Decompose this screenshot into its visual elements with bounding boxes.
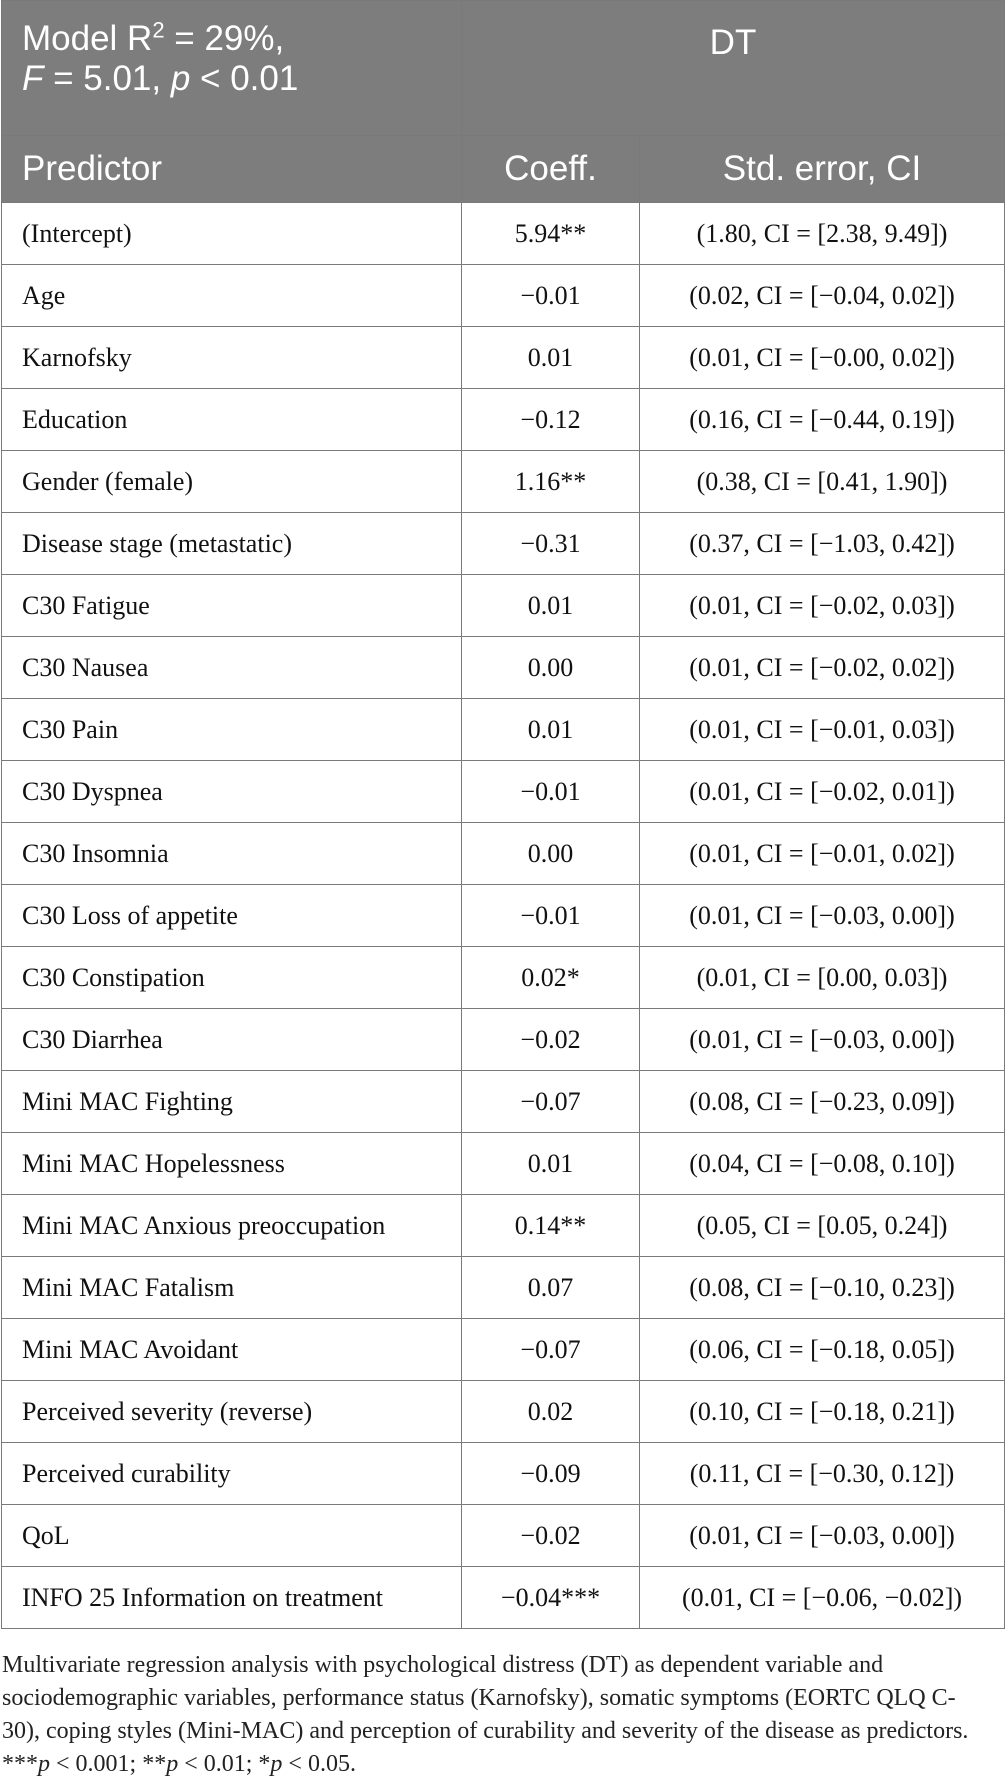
footnote-sig2-value: < 0.01; — [178, 1751, 259, 1777]
table-row — [2, 1257, 1005, 1319]
predictor-cell: C30 Constipation — [2, 947, 462, 1009]
std-error-ci-cell: (0.01, CI = [−0.03, 0.00]) — [640, 1505, 1005, 1567]
table-row — [2, 1443, 1005, 1505]
predictor-cell: INFO 25 Information on treatment — [2, 1567, 462, 1629]
footnote-sig1-stars: *** — [2, 1751, 38, 1777]
model-r2-value: = 29%, — [164, 19, 285, 58]
std-error-ci-cell: (0.08, CI = [−0.23, 0.09]) — [640, 1071, 1005, 1133]
predictor-cell: C30 Pain — [2, 699, 462, 761]
std-error-ci-cell: (0.01, CI = [−0.03, 0.00]) — [640, 1009, 1005, 1071]
footnote-sig3-stars: * — [258, 1751, 271, 1777]
predictor-cell: Mini MAC Fighting — [2, 1071, 462, 1133]
std-error-ci-cell: (0.01, CI = [−0.02, 0.01]) — [640, 761, 1005, 823]
predictor-cell: C30 Insomnia — [2, 823, 462, 885]
predictor-cell: Mini MAC Fatalism — [2, 1257, 462, 1319]
table-row — [2, 885, 1005, 947]
coeff-cell: −0.09 — [462, 1443, 640, 1505]
std-error-ci-cell: (0.16, CI = [−0.44, 0.19]) — [640, 389, 1005, 451]
predictor-cell: (Intercept) — [2, 203, 462, 265]
table-row — [2, 265, 1005, 327]
table-row — [2, 699, 1005, 761]
predictor-cell: Mini MAC Avoidant — [2, 1319, 462, 1381]
model-r-superscript: 2 — [152, 17, 165, 43]
predictor-cell: Perceived severity (reverse) — [2, 1381, 462, 1443]
std-error-ci-cell: (0.01, CI = [−0.01, 0.03]) — [640, 699, 1005, 761]
p-value: < 0.01 — [190, 59, 299, 98]
coeff-cell: −0.02 — [462, 1009, 640, 1071]
table-row — [2, 327, 1005, 389]
table-row — [2, 1009, 1005, 1071]
predictor-cell: C30 Nausea — [2, 637, 462, 699]
table-row — [2, 513, 1005, 575]
predictor-cell: C30 Dyspnea — [2, 761, 462, 823]
footnote-text: Multivariate regression analysis with psychological distress (DT) as dependent variable and sociodemographic variables, performance status (Karnofsky), somatic symptoms (EORTC QLQ C-30), coping styles (Mini-MAC) and perception of curability and severity of the disease as predictors. — [2, 1652, 969, 1744]
table-header — [2, 1, 1005, 203]
table-row — [2, 203, 1005, 265]
coeff-cell: 0.02* — [462, 947, 640, 1009]
table-footnote — [0, 1629, 995, 1781]
std-error-ci-cell: (0.01, CI = [−0.02, 0.03]) — [640, 575, 1005, 637]
std-error-ci-cell: (0.05, CI = [0.05, 0.24]) — [640, 1195, 1005, 1257]
std-error-ci-cell: (0.01, CI = [−0.02, 0.02]) — [640, 637, 1005, 699]
predictor-cell: Education — [2, 389, 462, 451]
coeff-cell: 0.01 — [462, 327, 640, 389]
model-summary-row — [2, 1, 1005, 136]
table-row — [2, 1381, 1005, 1443]
predictor-cell: Perceived curability — [2, 1443, 462, 1505]
table-row — [2, 575, 1005, 637]
predictor-cell: C30 Diarrhea — [2, 1009, 462, 1071]
std-error-ci-cell: (0.11, CI = [−0.30, 0.12]) — [640, 1443, 1005, 1505]
std-error-ci-cell: (0.01, CI = [−0.00, 0.02]) — [640, 327, 1005, 389]
table-row — [2, 1567, 1005, 1629]
std-error-ci-cell: (0.10, CI = [−0.18, 0.21]) — [640, 1381, 1005, 1443]
std-error-ci-cell: (1.80, CI = [2.38, 9.49]) — [640, 203, 1005, 265]
coeff-cell: 5.94** — [462, 203, 640, 265]
coeff-cell: 0.01 — [462, 1133, 640, 1195]
model-summary-cell — [2, 1, 462, 136]
std-error-ci-cell: (0.01, CI = [0.00, 0.03]) — [640, 947, 1005, 1009]
predictor-cell: Gender (female) — [2, 451, 462, 513]
footnote-sig3-p: p — [270, 1751, 283, 1777]
table-row — [2, 823, 1005, 885]
predictor-cell: C30 Loss of appetite — [2, 885, 462, 947]
coeff-cell: 0.02 — [462, 1381, 640, 1443]
coeff-cell: 0.00 — [462, 637, 640, 699]
footnote-sig1-p: p — [38, 1751, 50, 1777]
p-label: p — [170, 59, 191, 98]
coeff-cell: −0.02 — [462, 1505, 640, 1567]
coeff-column-header: Coeff. — [462, 136, 640, 203]
table-row — [2, 1505, 1005, 1567]
std-error-ci-cell: (0.01, CI = [−0.03, 0.00]) — [640, 885, 1005, 947]
std-error-ci-cell: (0.04, CI = [−0.08, 0.10]) — [640, 1133, 1005, 1195]
predictor-cell: Age — [2, 265, 462, 327]
std-error-ci-cell: (0.02, CI = [−0.04, 0.02]) — [640, 265, 1005, 327]
predictor-cell: Karnofsky — [2, 327, 462, 389]
std-error-ci-column-header: Std. error, CI — [640, 136, 1005, 203]
coeff-cell: −0.12 — [462, 389, 640, 451]
coeff-cell: −0.01 — [462, 761, 640, 823]
coeff-cell: 0.14** — [462, 1195, 640, 1257]
std-error-ci-cell: (0.37, CI = [−1.03, 0.42]) — [640, 513, 1005, 575]
coeff-cell: −0.07 — [462, 1319, 640, 1381]
predictor-cell: C30 Fatigue — [2, 575, 462, 637]
coeff-cell: −0.31 — [462, 513, 640, 575]
std-error-ci-cell: (0.06, CI = [−0.18, 0.05]) — [640, 1319, 1005, 1381]
coeff-cell: 0.01 — [462, 699, 640, 761]
predictor-column-header: Predictor — [2, 136, 462, 203]
coeff-cell: 0.07 — [462, 1257, 640, 1319]
footnote-sig2-stars: ** — [142, 1751, 167, 1777]
footnote-sig1-value: < 0.001; — [50, 1751, 143, 1777]
coeff-cell: −0.07 — [462, 1071, 640, 1133]
footnote-sig2-p: p — [166, 1751, 179, 1777]
table-row — [2, 761, 1005, 823]
table-row — [2, 1133, 1005, 1195]
coeff-cell: 0.00 — [462, 823, 640, 885]
table-row — [2, 637, 1005, 699]
coeff-cell: 1.16** — [462, 451, 640, 513]
coeff-cell: −0.01 — [462, 265, 640, 327]
table-row — [2, 1319, 1005, 1381]
regression-table — [1, 0, 1005, 1629]
table-row — [2, 1195, 1005, 1257]
coeff-cell: −0.01 — [462, 885, 640, 947]
std-error-ci-cell: (0.08, CI = [−0.10, 0.23]) — [640, 1257, 1005, 1319]
std-error-ci-cell: (0.01, CI = [−0.01, 0.02]) — [640, 823, 1005, 885]
table-body — [2, 203, 1005, 1629]
std-error-ci-cell: (0.01, CI = [−0.06, −0.02]) — [640, 1567, 1005, 1629]
predictor-cell: Disease stage (metastatic) — [2, 513, 462, 575]
predictor-cell: QoL — [2, 1505, 462, 1567]
table-row — [2, 947, 1005, 1009]
coeff-cell: −0.04*** — [462, 1567, 640, 1629]
std-error-ci-cell: (0.38, CI = [0.41, 1.90]) — [640, 451, 1005, 513]
table-row — [2, 1071, 1005, 1133]
footnote-sig3-value: < 0.05. — [282, 1751, 356, 1777]
column-header-row — [2, 136, 1005, 203]
predictor-cell: Mini MAC Anxious preoccupation — [2, 1195, 462, 1257]
coeff-cell: 0.01 — [462, 575, 640, 637]
model-r-label: Model R — [22, 19, 153, 58]
table-row — [2, 389, 1005, 451]
f-label: F — [22, 59, 44, 98]
f-value: = 5.01, — [43, 59, 171, 98]
predictor-cell: Mini MAC Hopelessness — [2, 1133, 462, 1195]
table-row — [2, 451, 1005, 513]
dt-header: DT — [462, 1, 1005, 136]
